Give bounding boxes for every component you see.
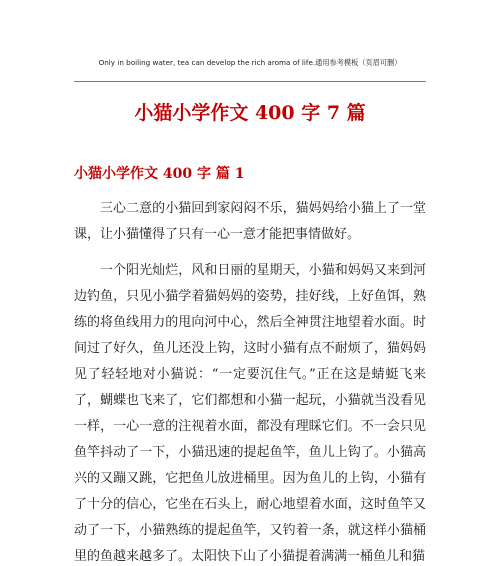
header-divider bbox=[74, 81, 426, 82]
body-paragraph: 一个阳光灿烂，风和日丽的星期天，小猫和妈妈又来到河边钓鱼，只见小猫学着猫妈妈的姿势，挂好线，上好鱼饵，熟练的将鱼线用力的甩向河中心，然后全神贯注地望着水面。时间过了好久，鱼儿还没上钩，这时小猫有点不耐烦了，猫妈妈见了轻轻地对小猫说：“一定要沉住气。”正在这是蜻蜓飞来了，蝴蝶也飞来了，它们都想和小猫一起玩，小猫就当没看见一样，一心一意的注视着水面，都没有理睬它们。不一会只见鱼竿抖动了一下，小猫迅速的提起鱼竿，鱼儿上钩了。小猫高兴的又蹦又跳，它把鱼儿放进桶里。因为鱼儿的上钩，小猫有了十分的信心，它坐在石头上，耐心地望着水面，这时鱼竿又动了一下，小猫熟练的提起鱼竿，又钓着一条，就这样小猫桶里的鱼越来越多了。太阳快下山了小猫提着满满一桶鱼儿和猫 bbox=[74, 263, 426, 564]
page-header-note: Only in boiling water, tea can develop the rich aroma of life.通用参考模板（页眉可删） bbox=[98, 58, 402, 67]
section-heading: 小猫小学作文 400 字 篇 1 bbox=[74, 166, 245, 182]
document-title: 小猫小学作文 400 字 7 篇 bbox=[134, 102, 366, 124]
body-paragraph: 三心二意的小猫回到家闷闷不乐，猫妈妈给小猫上了一堂课，让小猫懂得了只有一心一意才能把事情做好。 bbox=[74, 201, 426, 242]
